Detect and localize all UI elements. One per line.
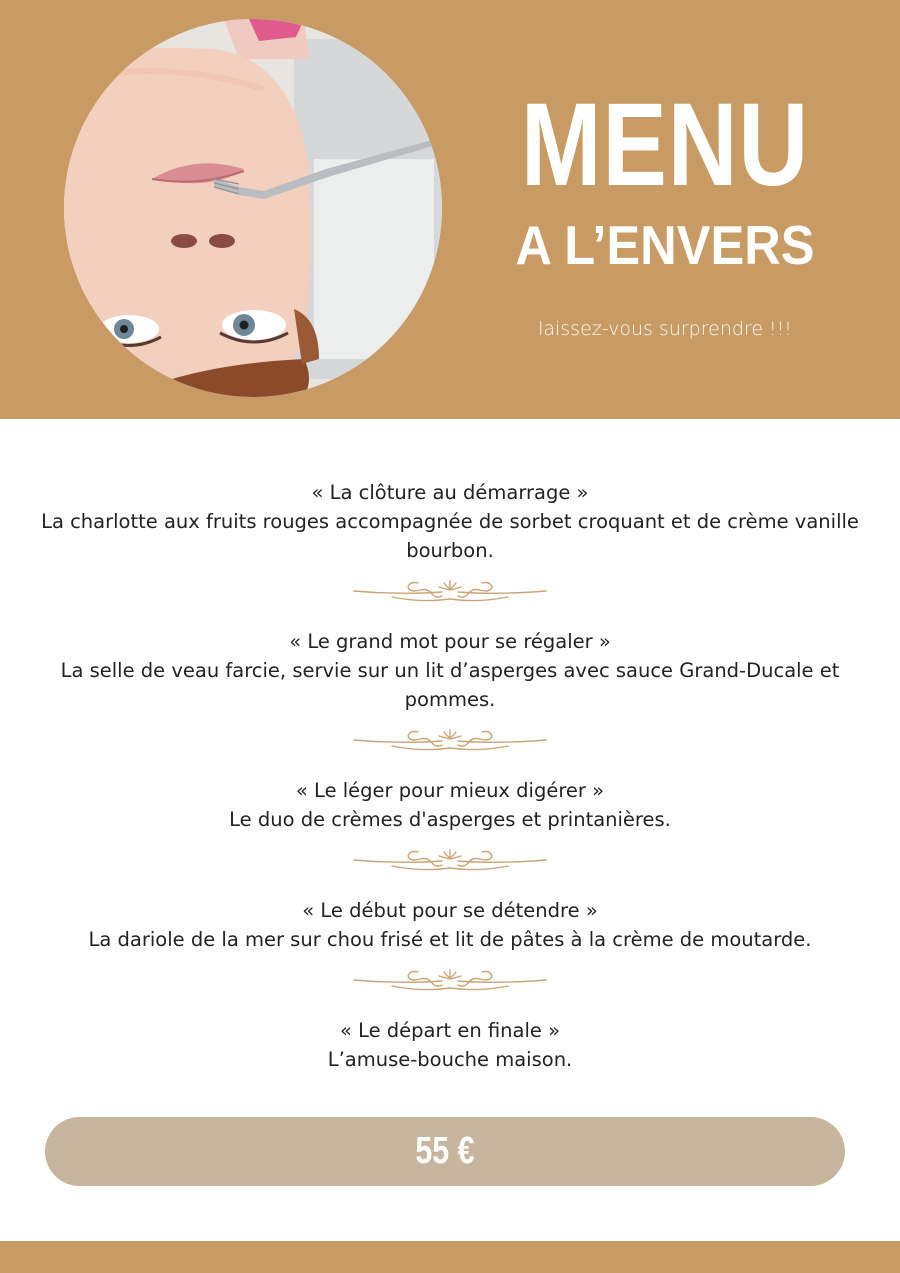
price-bar <box>45 1117 845 1186</box>
course-name: « Le départ en finale » <box>339 1019 561 1042</box>
course-name: « Le grand mot pour se régaler » <box>289 630 611 653</box>
course-item <box>0 896 900 954</box>
header-band <box>0 0 900 419</box>
course-item <box>0 627 900 714</box>
upside-down-face-photo <box>64 19 442 397</box>
price-label: 55 € <box>415 1130 475 1172</box>
course-list <box>0 478 900 1074</box>
upside-down-face-with-fork-icon <box>64 19 442 397</box>
course-name: « La clôture au démarrage » <box>311 481 589 504</box>
tagline: laissez-vous surprendre !!! <box>538 318 792 340</box>
course-description: Le duo de crèmes d'asperges et printanières. <box>229 808 671 831</box>
course-description: La dariole de la mer sur chou frisé et lit de pâtes à la crème de moutarde. <box>88 928 812 951</box>
ornamental-flourish-icon <box>0 577 900 605</box>
ornamental-flourish-icon <box>0 726 900 754</box>
menu-subtitle: A L’ENVERS <box>515 214 815 276</box>
ornamental-flourish-icon <box>0 966 900 994</box>
course-item <box>0 776 900 834</box>
footer-band <box>0 1241 900 1273</box>
course-item <box>0 1016 900 1074</box>
course-description: La selle de veau farcie, servie sur un lit d’asperges avec sauce Grand-Ducale et pommes. <box>60 659 840 711</box>
course-description: La charlotte aux fruits rouges accompagnée de sorbet croquant et de crème vanille bourbon. <box>41 510 859 562</box>
course-name: « Le début pour se détendre » <box>302 899 598 922</box>
ornamental-flourish-icon <box>0 846 900 874</box>
menu-title: MENU <box>520 79 810 211</box>
course-name: « Le léger pour mieux digérer » <box>295 779 605 802</box>
course-item <box>0 478 900 565</box>
course-description: L’amuse-bouche maison. <box>327 1048 573 1071</box>
